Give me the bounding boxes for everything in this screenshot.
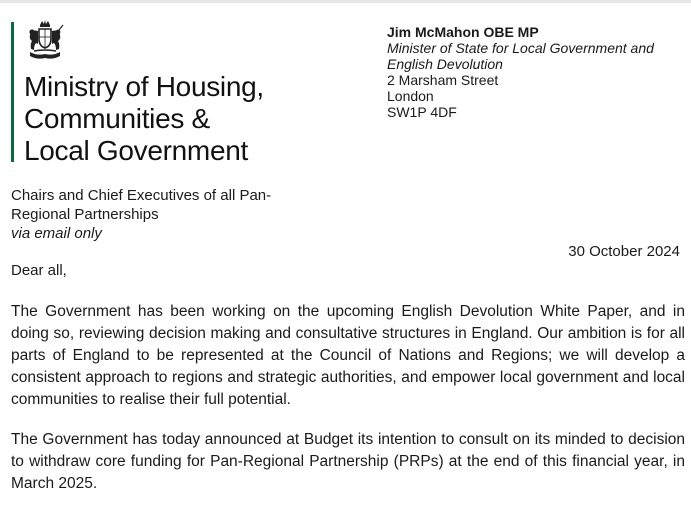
brand-rule: [11, 22, 14, 162]
sender-title-line: English Devolution: [387, 56, 503, 72]
department-name-line: Communities &: [24, 103, 210, 134]
department-name-line: Ministry of Housing,: [24, 71, 264, 102]
letter-date: 30 October 2024: [568, 243, 680, 260]
salutation: Dear all,: [11, 262, 67, 279]
sender-address-line: SW1P 4DF: [387, 104, 457, 120]
sender-address-line: London: [387, 88, 434, 104]
delivery-note: via email only: [11, 225, 102, 242]
recipient-block: [11, 186, 271, 243]
body-paragraph: The Government has been working on the upcoming English Devolution White Paper, and in doing so, reviewing decision making and consultative structures in England. Our ambition is for all parts of England to be represented at the Council of Nations and Regions; we will develop a consistent approach to regions and strategic authorities, and empower local government and local communities to realise their full potential.: [11, 303, 685, 408]
department-logo: [11, 19, 311, 166]
department-name: [24, 71, 264, 167]
sender-address-line: 2 Marsham Street: [387, 72, 499, 88]
page-top-edge: [0, 0, 691, 3]
sender-block: [387, 24, 654, 120]
body-paragraph: The Government has today announced at Budget its intention to consult on its minded to decision to withdraw core funding for Pan-Regional Partnership (PRPs) at the end of this financial year, in March 2025.: [11, 431, 685, 492]
sender-title-line: Minister of State for Local Government and: [387, 40, 654, 56]
recipient-line: Chairs and Chief Executives of all Pan-: [11, 187, 272, 204]
recipient-line: Regional Partnerships: [11, 206, 159, 223]
royal-coat-of-arms-icon: [25, 19, 65, 63]
department-name-line: Local Government: [24, 135, 248, 166]
sender-name: Jim McMahon OBE MP: [387, 24, 539, 40]
